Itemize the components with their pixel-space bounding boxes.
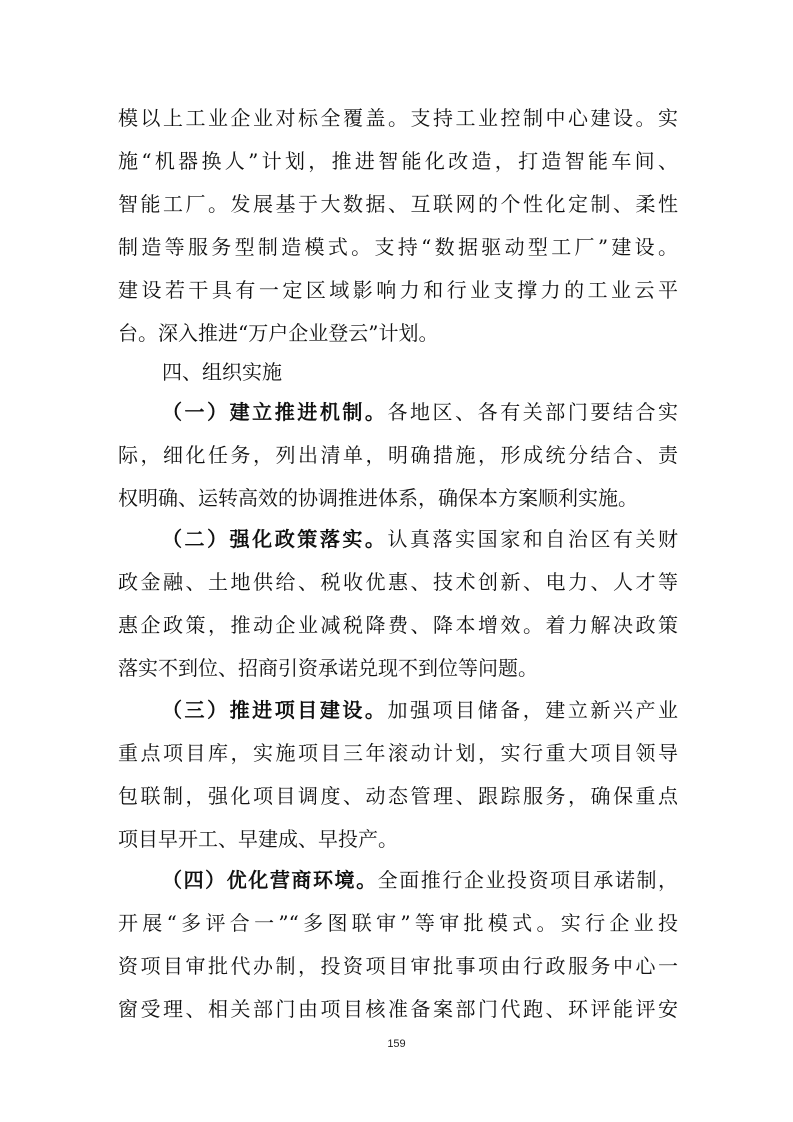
body-text-line: 项目早开工、早建成、早投产。 xyxy=(118,827,398,851)
subheading-bold: （三）推进项目建设。 xyxy=(162,698,388,722)
body-text-line: 模以上工业企业对标全覆盖。支持工业控制中心建设。实 xyxy=(118,106,678,130)
body-text-line: 际，细化任务，列出清单，明确措施，形成统分结合、责 xyxy=(118,443,678,467)
subheading-bold: （二）强化政策落实。 xyxy=(162,527,388,551)
body-text-line: 权明确、运转高效的协调推进体系，确保本方案顺利实施。 xyxy=(118,486,638,510)
paragraph-first-line xyxy=(162,392,678,432)
body-text-line: 落实不到位、招商引资承诺兑现不到位等问题。 xyxy=(118,656,538,680)
body-text-span: 认真落实国家和自治区有关财 xyxy=(387,527,679,551)
body-text-span: 全面推行企业投资项目承诺制， xyxy=(377,868,679,892)
paragraph-first-line xyxy=(162,860,678,900)
body-text-line: 智能工厂。发展基于大数据、互联网的个性化定制、柔性 xyxy=(118,192,678,216)
body-text-line: 惠企政策，推动企业减税降费、降本增效。着力解决政策 xyxy=(118,613,678,637)
body-text-span: 加强项目储备，建立新兴产业 xyxy=(387,698,679,722)
body-text-line: 建设若干具有一定区域影响力和行业支撑力的工业云平 xyxy=(118,278,678,302)
body-text-line: 窗受理、相关部门由项目核准备案部门代跑、环评能评安 xyxy=(118,997,678,1021)
body-text-line: 资项目审批代办制，投资项目审批事项由行政服务中心一 xyxy=(118,954,678,978)
body-text-line: 台。深入推进“万户企业登云”计划。 xyxy=(118,321,439,345)
body-text-line: 重点项目库，实施项目三年滚动计划，实行重大项目领导 xyxy=(118,741,678,765)
body-text-line: 施“机器换人”计划，推进智能化改造，打造智能车间、 xyxy=(118,149,678,173)
body-text-span: 各地区、各有关部门要结合实 xyxy=(387,400,679,424)
body-text-line: 包联制，强化项目调度、动态管理、跟踪服务，确保重点 xyxy=(118,784,678,808)
subheading-bold: （一）建立推进机制。 xyxy=(162,400,388,424)
body-text-line: 制造等服务型制造模式。支持“数据驱动型工厂”建设。 xyxy=(118,235,678,259)
body-text-line: 政金融、土地供给、税收优惠、技术创新、电力、人才等 xyxy=(118,570,678,594)
paragraph-first-line xyxy=(162,519,678,559)
section-heading: 四、组织实施 xyxy=(162,360,282,384)
page-number: 159 xyxy=(387,1038,406,1050)
body-text-line: 开展“多评合一”“多图联审”等审批模式。实行企业投 xyxy=(118,911,678,935)
paragraph-first-line xyxy=(162,690,678,730)
subheading-bold: （四）优化营商环境。 xyxy=(162,868,378,892)
